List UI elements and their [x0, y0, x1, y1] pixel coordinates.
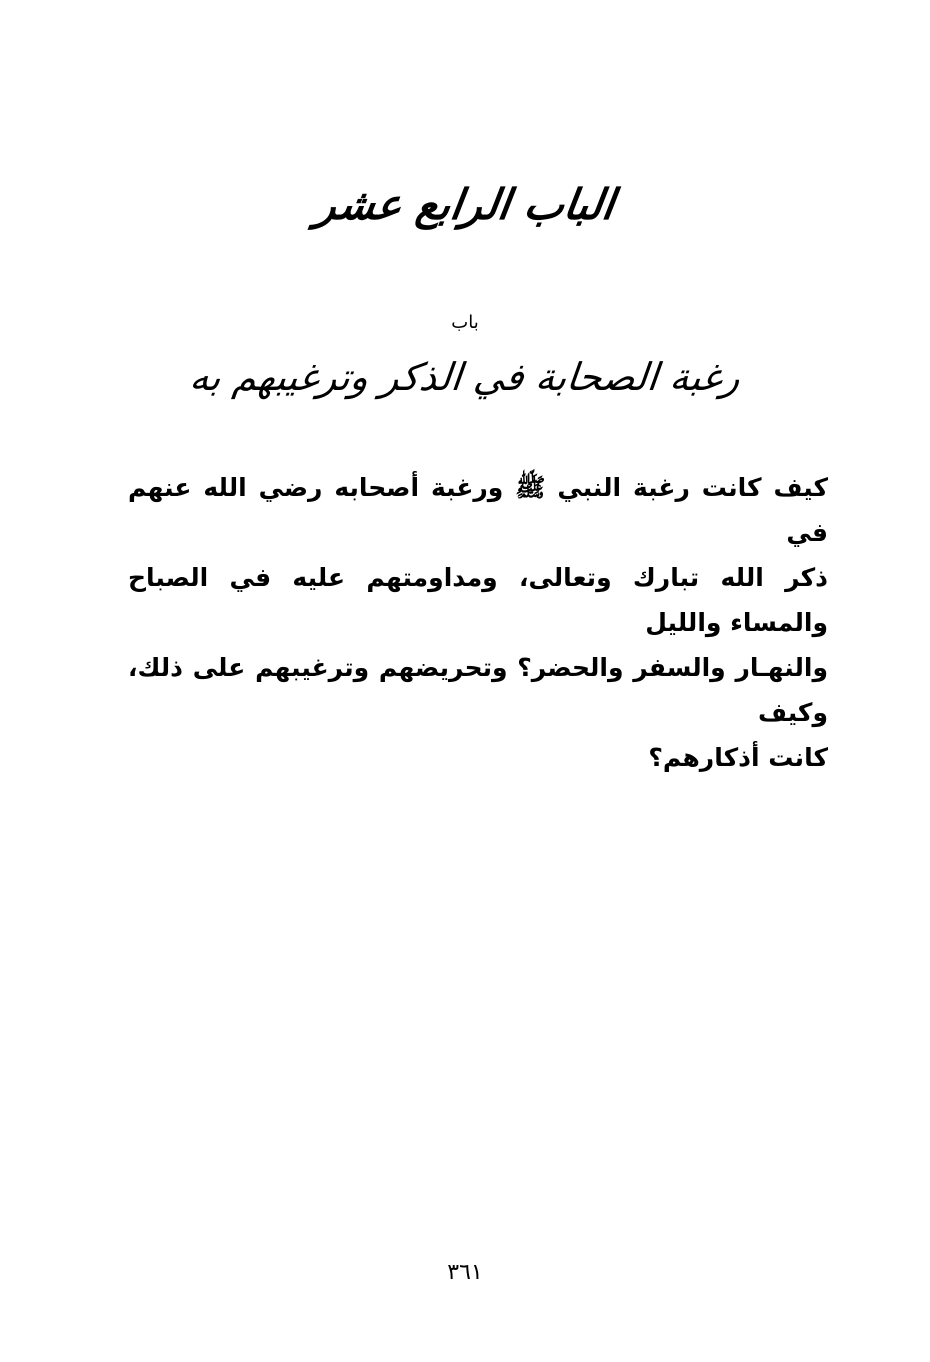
chapter-title: الباب الرابع عشر [312, 180, 618, 229]
body-paragraph [128, 465, 828, 780]
page-number: ٣٦١ [447, 1260, 483, 1285]
section-label: باب [451, 312, 479, 333]
body-line: ذكر الله تبارك وتعالى، ومداومتهم عليه في الصباح والمساء والليل [128, 563, 828, 637]
body-line: كانت أذكارهم؟ [648, 743, 828, 772]
section-title: رغبة الصحابة في الذكر وترغيبهم به [187, 355, 743, 399]
body-line: والنهـار والسفر والحضر؟ وتحريضهم وترغيبهم على ذلك، وكيف [128, 653, 828, 727]
body-line: كيف كانت رغبة النبي ﷺ ورغبة أصحابه رضي الله عنهم في [128, 473, 828, 547]
